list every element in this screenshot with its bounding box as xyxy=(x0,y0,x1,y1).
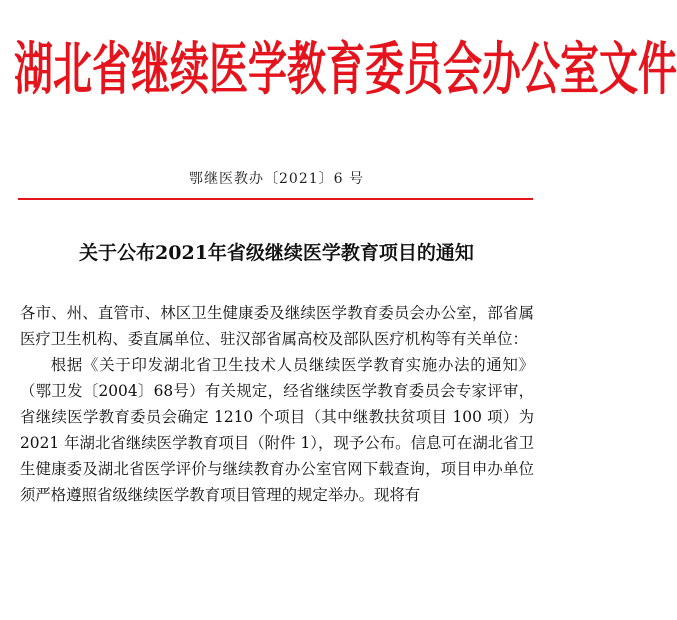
document-number: 鄂继医教办〔2021〕6 号 xyxy=(189,171,364,187)
salutation: 各市、州、直管市、林区卫生健康委及继续医学教育委员会办公室，部省属医疗卫生机构、委直属单位、驻汉部省属高校及部队医疗机构等有关单位： xyxy=(20,304,534,348)
header-title: 湖北省继续医学教育委员会办公室文件 xyxy=(14,37,677,103)
red-divider xyxy=(18,198,533,200)
document-body xyxy=(20,300,534,508)
notice-title: 关于公布2021年省级继续医学教育项目的通知 xyxy=(79,242,474,264)
body-paragraph: 根据《关于印发湖北省卫生技术人员继续医学教育实施办法的通知》（鄂卫发〔2004〕68号）有关规定，经省继续医学教育委员会专家评审，省继续医学教育委员会确定 1210 个项目（其中继教扶贫项目 100 项）为 2021 年湖北省继续医学教育项目（附件 1），现予公布。信息可在湖北省卫生健康委及湖北省医学评价与继续教育办公室官网下载查询，项目申办单位须严格遵照省级继续医学教育项目管理的规定举办。现将有 xyxy=(20,356,534,504)
